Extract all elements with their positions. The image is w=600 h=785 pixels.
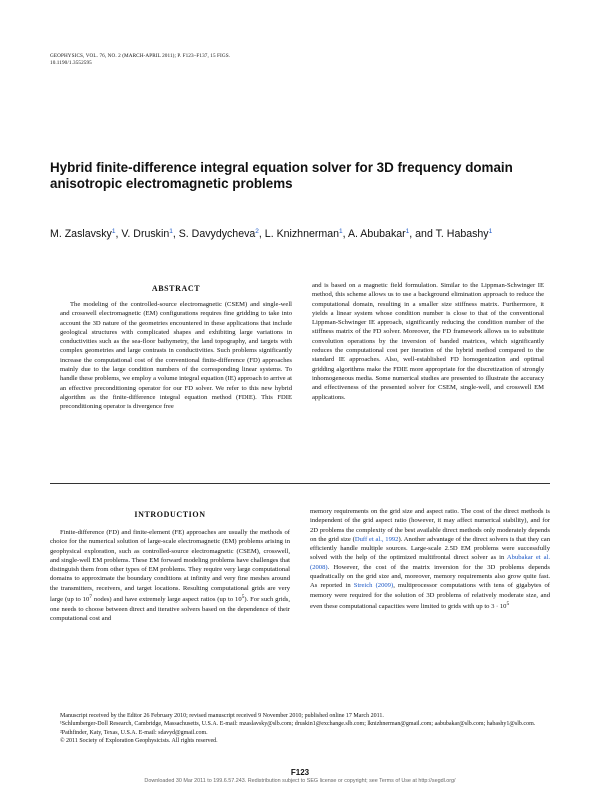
abstract-right-column <box>312 281 544 402</box>
author: T. Habashy$^1$ <box>435 228 493 240</box>
section-divider <box>50 483 550 484</box>
abstract-text: and is based on a magnetic field formulation. Similar to the Lippman-Schwinger IE method, this scheme allows us to use a background elimination approach to reduce the computational domain, resulting in a smaller size stiffness matrix. Furthermore, it yields a linear system whose condition number is close to that of the conventional Lippman-Schwinger IE approach, significantly reducing the condition number of the stiffness matrix of the FD solver. Moreover, the FD framework allows us to substitute convolution operations by the inversion of banded matrices, which significantly reduces the computational cost per iteration of the hybrid method compared to the standard IE approaches. Also, well-established FD homogenization and optimal gridding algorithms make the FDIE more appropriate for the discretization of strongly inhomogeneous media. Some numerical studies are presented to illustrate the accuracy and effectiveness of the presented solver for CSEM, single-well, and crosswell EM applications. <box>312 282 544 401</box>
citation-link[interactable]: Streich (2009) <box>353 582 394 590</box>
author: L. Knizhnerman$^1$, <box>264 228 348 240</box>
author: S. Davydycheva$^2$, <box>178 228 265 240</box>
copyright-notice: © 2011 Society of Exploration Geophysicists. All rights reserved. <box>60 737 218 744</box>
citation-link[interactable]: Duff et al., 1992 <box>354 535 399 543</box>
introduction-right-column <box>310 507 550 611</box>
author: A. Abubakar$^1$, and <box>347 228 436 240</box>
introduction-heading: INTRODUCTION <box>134 510 206 519</box>
paper-title: Hybrid finite-difference integral equation solver for 3D frequency domain anisotropic electromagnetic problems <box>50 160 513 191</box>
introduction-paragraph: memory requirements on the grid size and aspect ratio. The cost of the direct methods is independent of the grid aspect ratio (however, it may affect numerical stability), and for 2D problems the complexity of the best available direct methods only moderately depends on the grid size (Duff et al., 1992). Another advantage of the direct solvers is that they can efficiently handle multiple sources. Large-scale 2.5D EM problems were successfully solved with the help of the optimized multifrontal direct solver as in Abubakar et al. (2008). However, the cost of the matrix inversion for the 3D problems depends quadratically on the grid size and, moreover, memory requirements also grow quite fast. As reported in Streich (2009), multiprocessor computations with tens of gigabytes of memory were required for the solution of 3D problems of relatively moderate size, and even these computational capacities were limited to grids with up to $3 \cdot 10^5$ <box>310 508 551 611</box>
footnotes <box>50 712 550 745</box>
footnote-affiliation: ²Pathfinder, Katy, Texas, U.S.A. E-mail: sdavyd@gmail.com. <box>60 729 208 736</box>
page-number: F123 <box>290 768 310 777</box>
citation-link[interactable]: Abubakar et al. (2008) <box>310 554 550 571</box>
abstract-left-column <box>60 300 292 412</box>
abstract-text: The modeling of the controlled-source electromagnetic (CSEM) and single-well and crosswell electromagnetic (EM) configurations requires fine gridding to take into account the 3D nature of the geometries encountered in these applications that include geological structures with complicated shapes and exhibiting large variations in conductivities such as the sea-floor bathymetry, the land topography, and targets with complex geometries and large contrasts in conductivities. Such problems significantly increase the computational cost of the conventional finite-difference (FD) approaches mainly due to the large condition numbers of the corresponding linear systems. To handle these problems, we employ a volume integral equation (IE) approach to arrive at an effective preconditioning operator for our FD solver. We refer to this new hybrid algorithm as the finite-difference integral equation method (FDIE). This FDIE preconditioning operator is divergence free <box>60 301 292 411</box>
introduction-paragraph: Finite-difference (FD) and finite-element (FE) approaches are usually the methods of choice for the numerical solution of large-scale electromagnetic (EM) problems arising in geophysical exploration, such as controlled-source electromagnetic (CSEM), crosswell, and single-well EM problems. These EM forward modeling problems have challenges that distinguish them from other types of EM problems. They require very large computational domains to approximate the boundary conditions at infinity and very fine meshes around the transmitters, receivers, and target locations. Resulting computational grids are very large (up to $10^7$ nodes) and have extremely large aspect ratios (up to $10^5$). For such grids, one needs to choose between direct and iterative solvers based on the dependence of their computational cost and <box>50 529 290 622</box>
footnote-affiliation: ¹Schlumberger-Doll Research, Cambridge, Massachusetts, U.S.A. E-mail: mzaslavsky@slb.com; druskin1@exchange.slb.com; lknizhnerman@gmail.com; aabubakar@slb.com; habashy1@slb.com. <box>60 721 536 728</box>
footnote-manuscript: Manuscript received by the Editor 26 February 2010; revised manuscript received 9 November 2010; published online 17 March 2011. <box>60 713 384 719</box>
journal-citation: GEOPHYSICS, VOL. 76, NO. 2 (MARCH-APRIL 2011); P. F123–F137, 15 FIGS. <box>50 53 231 59</box>
author-list <box>50 225 570 241</box>
journal-header <box>50 53 230 67</box>
author: M. Zaslavsky$^1$, <box>50 228 122 240</box>
doi: 10.1190/1.3552595 <box>50 60 92 66</box>
abstract-heading: ABSTRACT <box>151 284 201 293</box>
author: V. Druskin$^1$, <box>121 228 179 240</box>
introduction-left-column <box>50 528 290 623</box>
download-notice: Downloaded 30 Mar 2011 to 199.6.57.243. Redistribution subject to SEG license or copyright; see Terms of Use at http://segdl.org/ <box>144 778 456 784</box>
